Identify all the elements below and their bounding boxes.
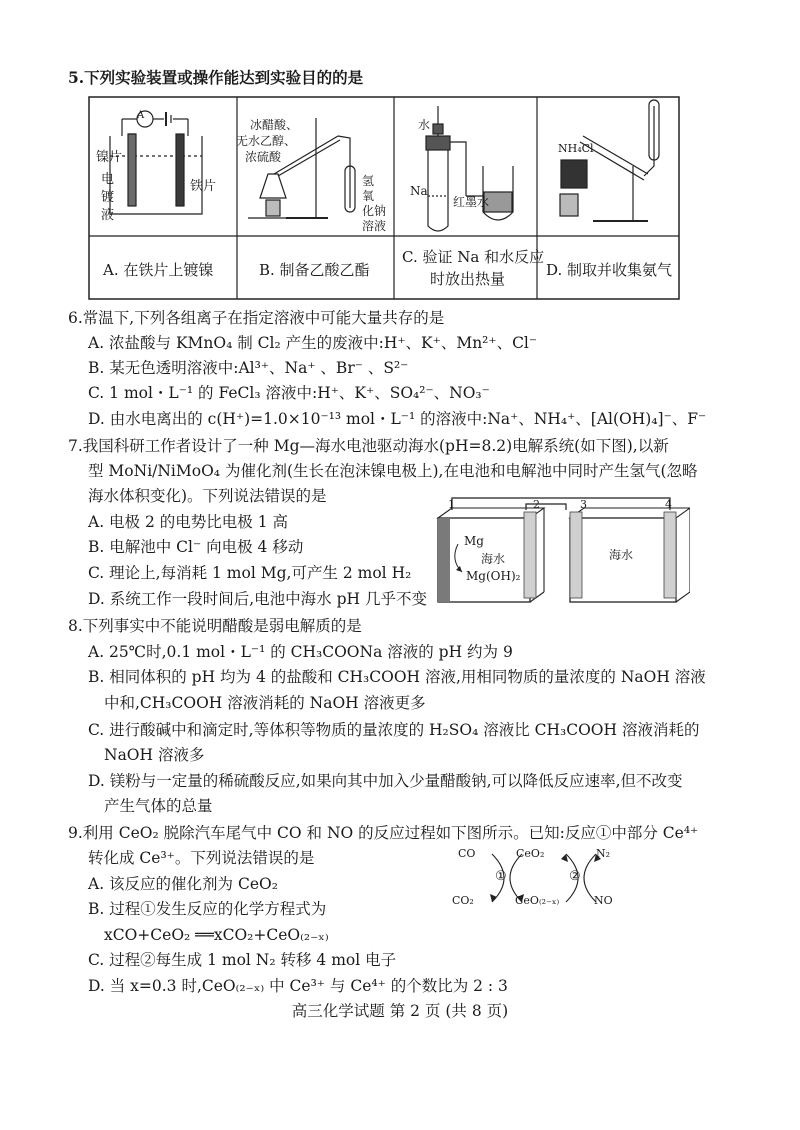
ceo2x-label: CeO₍₂₋ₓ₎ [515, 894, 560, 907]
no-label: NO [594, 894, 613, 907]
q8-option-b-line2: 中和,CH₃COOH 溶液消耗的 NaOH 溶液更多 [104, 694, 426, 712]
reagent-3: 浓硫酸 [245, 150, 282, 164]
ceo2-label: CeO₂ [516, 847, 545, 860]
plating-label-2: 镀 [101, 190, 115, 205]
step-2-label: ② [569, 869, 581, 884]
reagent-2: 无水乙醇、 [236, 134, 297, 148]
q9-stem-line1: 9.利用 CeO₂ 脱除汽车尾气中 CO 和 NO 的反应过程如下图所示。已知:反应①中部分 Ce⁴⁺ [68, 824, 699, 842]
q8-option-a: A. 25℃时,0.1 mol・L⁻¹ 的 CH₃COONa 溶液的 pH 约为 9 [88, 643, 513, 661]
q8-stem: 8.下列事实中不能说明醋酸是弱电解质的是 [68, 617, 362, 635]
co-label: CO [458, 847, 476, 860]
naoh-1: 氢 [362, 174, 375, 188]
q6-option-c: C. 1 mol・L⁻¹ 的 FeCl₃ 溶液中:H⁺、K⁺、SO₄²⁻、NO₃⁻ [88, 384, 490, 402]
electrode-3-label: 3 [580, 498, 587, 511]
electroplating-apparatus [110, 111, 202, 214]
q7-stem-line1: 7.我国科研工作者设计了一种 Mg—海水电池驱动海水(pH=8.2)电解系统(如下图),以新 [68, 437, 669, 455]
seawater-left-label: 海水 [481, 552, 506, 566]
mgoh2-label: Mg(OH)₂ [466, 569, 521, 583]
na-label: Na [410, 184, 428, 198]
seawater-right-label: 海水 [609, 548, 634, 562]
step-1-label: ① [495, 869, 507, 884]
q6-option-b: B. 某无色透明溶液中:Al³⁺、Na⁺ 、Br⁻ 、S²⁻ [88, 359, 409, 377]
q9-option-c: C. 过程②每生成 1 mol N₂ 转移 4 mol 电子 [88, 951, 397, 969]
naoh-4: 溶液 [362, 219, 387, 233]
q9-option-a: A. 该反应的催化剂为 CeO₂ [88, 875, 278, 893]
q7-option-b: B. 电解池中 Cl⁻ 向电极 4 移动 [88, 538, 304, 556]
q8-option-c-line2: NaOH 溶液多 [104, 746, 205, 764]
electrode-1-label: 1 [448, 498, 455, 511]
q7-stem-line3: 海水体积变化)。下列说法错误的是 [88, 487, 327, 505]
q7-option-a: A. 电极 2 的电势比电极 1 高 [88, 513, 288, 531]
q6-option-d: D. 由水电离出的 c(H⁺)=1.0×10⁻¹³ mol・L⁻¹ 的溶液中:Na⁺、NH₄⁺、[Al(OH)₄]⁻、F⁻ [88, 410, 707, 428]
co2-label: CO₂ [452, 894, 474, 907]
q5-option-d: D. 制取并收集氨气 [546, 261, 673, 279]
q5-option-c-line1: C. 验证 Na 和水反应 [402, 248, 545, 266]
mg-label: Mg [464, 534, 484, 548]
water-label: 水 [418, 118, 431, 132]
naoh-2: 氧 [362, 189, 375, 203]
q5-option-b: B. 制备乙酸乙酯 [259, 261, 370, 279]
q7-option-d: D. 系统工作一段时间后,电池中海水 pH 几乎不变 [88, 590, 427, 608]
electrode-2-label: 2 [533, 498, 540, 511]
ammeter-label: A [137, 110, 145, 121]
sodium-water-apparatus [426, 106, 513, 231]
q8-option-b-line1: B. 相同体积的 pH 均为 4 的盐酸和 CH₃COOH 溶液,用相同物质的量浓度的 NaOH 溶液 [88, 668, 706, 686]
naoh-3: 化钠 [362, 204, 387, 218]
red-ink-label: 红墨水 [453, 195, 490, 209]
q8-option-d-line2: 产生气体的总量 [104, 797, 213, 815]
q9-stem-line2: 转化成 Ce³⁺。下列说法错误的是 [88, 849, 315, 867]
reagent-1: 冰醋酸、 [250, 118, 299, 132]
q6-stem: 6.常温下,下列各组离子在指定溶液中可能大量共存的是 [68, 309, 445, 327]
q7-stem-line2: 型 MoNi/NiMoO₄ 为催化剂(生长在泡沫镍电极上),在电池和电解池中同时产生氢气(忽略 [88, 462, 698, 480]
ammonia-apparatus [560, 100, 659, 221]
page-footer: 高三化学试题 第 2 页 (共 8 页) [291, 1002, 509, 1020]
n2-label: N₂ [596, 847, 611, 860]
plating-label-1: 电 [101, 172, 115, 187]
q5-stem: 5.下列实验装置或操作能达到实验目的的是 [68, 68, 364, 87]
q9-option-d: D. 当 x=0.3 时,CeO₍₂₋ₓ₎ 中 Ce³⁺ 与 Ce⁴⁺ 的个数比为 2 : 3 [88, 977, 508, 995]
electrode-4-label: 4 [665, 498, 672, 511]
q5-option-a: A. 在铁片上镀镍 [103, 261, 214, 279]
nh4cl-label: NH₄Cl [558, 142, 594, 155]
battery-electrolysis-diagram [428, 494, 690, 608]
q5-option-c-line2: 时放出热量 [430, 270, 506, 288]
q8-option-c-line1: C. 进行酸碱中和滴定时,等体积等物质的量浓度的 H₂SO₄ 溶液比 CH₃COOH 溶液消耗的 [88, 721, 700, 739]
iron-label: 铁片 [190, 179, 217, 194]
q9-option-b-line1: B. 过程①发生反应的化学方程式为 [88, 900, 327, 918]
nickel-label: 镍片 [96, 150, 123, 165]
q7-option-c: C. 理论上,每消耗 1 mol Mg,可产生 2 mol H₂ [88, 564, 412, 582]
plating-label-3: 液 [101, 208, 115, 223]
q8-option-d-line1: D. 镁粉与一定量的稀硫酸反应,如果向其中加入少量醋酸钠,可以降低反应速率,但不改变 [88, 772, 683, 790]
q6-option-a: A. 浓盐酸与 KMnO₄ 制 Cl₂ 产生的废液中:H⁺、K⁺、Mn²⁺、Cl⁻ [88, 334, 538, 352]
q9-option-b-equation: xCO+CeO₂ ══xCO₂+CeO₍₂₋ₓ₎ [104, 926, 329, 944]
